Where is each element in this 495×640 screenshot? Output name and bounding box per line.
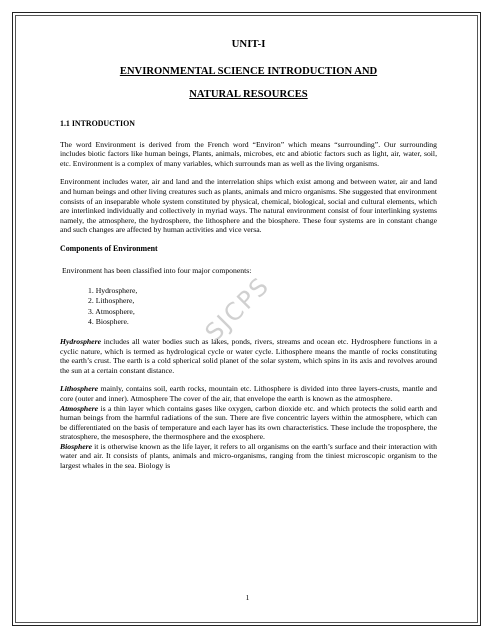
hydrosphere-paragraph — [60, 337, 437, 375]
unit-title: UNIT-I — [231, 38, 266, 50]
intro-paragraph-1: The word Environment is derived from the French word “Environ” which means “surrounding”. Our surrounding includes biotic factors like human beings, Plants, animals, microbes, etc and abiotic factors such as light, air, water, soil, etc. Environment is a complex of many variables, which surrounds man as well as the living organisms. — [60, 139, 437, 168]
list-item: 2. Lithosphere, — [88, 296, 135, 306]
watermark: SJCPS — [199, 271, 276, 347]
lithosphere-text: mainly, contains soil, earth rocks, mountain etc. Lithosphere is divided into three layers-crusts, mantle and core (outer and inner). Atmosphere The cover of the air, that envelope the earth is known as the atmosphere. — [60, 384, 437, 403]
document-body — [60, 38, 437, 471]
lithosphere-term: Lithosphere — [60, 384, 99, 394]
list-item: 1. Hydrosphere, — [88, 286, 138, 296]
section-heading-components: Components of Environment — [60, 243, 158, 253]
page-number: 1 — [245, 593, 250, 602]
hydrosphere-text: includes all water bodies such as lakes, ponds, rivers, streams and ocean etc. Hydrosphere functions in a cyclic nature, which is termed as hydrological cycle or water cycle. Lithosphere means the mantle of rocks constituting the earth’s crust. The earth is a cold spherical solid planet of the solar system, which spins in its axis and revolves around the sun at a certain constant distance. — [60, 336, 437, 375]
chapter-title-line-2: NATURAL RESOURCES — [189, 89, 308, 100]
atmosphere-term: Atmosphere — [60, 403, 99, 413]
list-item: 4. Biosphere. — [88, 316, 129, 326]
biosphere-term: Biosphere — [60, 441, 93, 451]
lithosphere-paragraph — [60, 384, 437, 403]
chapter-title-line-1: ENVIRONMENTAL SCIENCE INTRODUCTION AND — [119, 66, 378, 77]
components-lead: Environment has been classified into four major components: — [62, 265, 252, 275]
list-item: 3. Atmosphere, — [88, 306, 135, 316]
section-heading-introduction: 1.1 INTRODUCTION — [60, 119, 135, 128]
biosphere-text: it is otherwise known as the life layer, it refers to all organisms on the earth’s surface and their interaction with water and air. It consists of plants, animals and micro-organisms, ranging from the tiniest microscopic organism to the largest whales in the sea. Biology is — [60, 441, 437, 471]
atmosphere-paragraph — [60, 404, 437, 442]
biosphere-paragraph — [60, 442, 437, 471]
intro-paragraph-2: Environment includes water, air and land and the interrelation ships which exist among and between water, air and land and human beings and other living creatures such as plants, animals and micro organisms. She suggested that environment consists of an inseparable whole system constituted by physical, chemical, biological, social and cultural elements, which are interlinked individually and collectively in myriad ways. The natural environment consist of four interlinking systems namely, the atmosphere, the hydrosphere, the lithosphere and the biosphere. These four systems are in constant change and such changes are affected by human activities and vice versa. — [60, 177, 437, 235]
hydrosphere-term: Hydrosphere — [60, 336, 101, 346]
atmosphere-text: is a thin layer which contains gases like oxygen, carbon dioxide etc. and which protects the solid earth and human beings from the harmful radiations of the sun. There are five concentric layers within the atmosphere, which can be differentiated on the basis of temperature and each layer has its own characteristics. These include the troposphere, the stratosphere, the mesosphere, the thermosphere and the exosphere. — [60, 403, 437, 442]
